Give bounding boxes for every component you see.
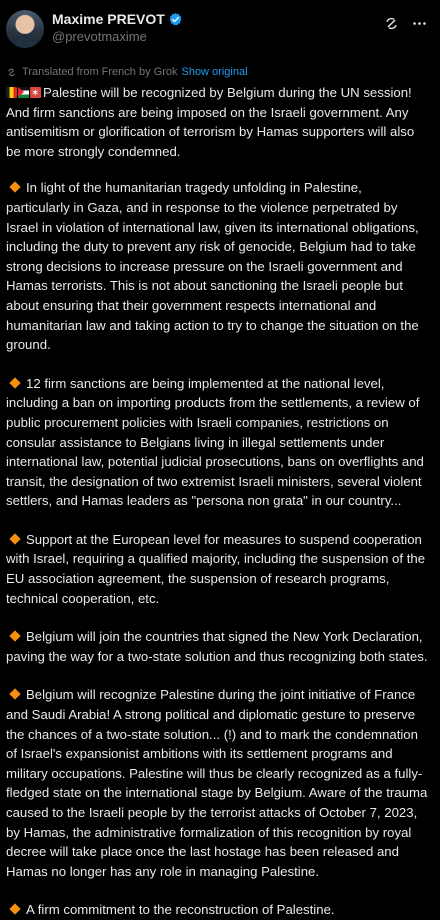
point-text: Support at the European level for measures to suspend cooperation with Israel, requiring a qualified majority, including the suspension of the EU association agreement, the suspension of research programs, technical cooperation, etc. bbox=[6, 531, 426, 606]
orange-diamond-icon bbox=[9, 904, 20, 915]
point-text: 12 firm sanctions are being implemented at the national level, including a ban on importing products from the settlements, a review of public procurement policies with Israeli companies, restrictions on consular assistance to Belgians living in illegal settlements under international law, potential judicial prosecutions, bans on overflights and transit, the designation of two extremist Israeli ministers, several violent settlers, and Hamas leaders as "persona non grata" in our country... bbox=[6, 375, 424, 509]
flag-palestine-icon bbox=[18, 87, 29, 98]
name-row bbox=[52, 11, 382, 27]
point-text: In light of the humanitarian tragedy unfolding in Palestine, particularly in Gaza, and in response to the violence perpetrated by Israel in violation of international law, given its international obligations, including the duty to prevent any risk of genocide, Belgium had to take strong decisions to increase pressure on the Israeli government and Hamas terrorists. This is not about sanctioning the Israeli people but about ensuring that their government respects international and humanitarian law and taking action to try to change the situation on the ground. bbox=[6, 180, 419, 353]
post-point bbox=[6, 685, 428, 881]
post-point bbox=[6, 178, 428, 354]
author-handle[interactable]: @prevotmaxime bbox=[52, 29, 147, 44]
point-text: Belgium will join the countries that signed the New York Declaration, paving the way for a two-state solution and thus recognizing both states. bbox=[6, 629, 428, 664]
orange-diamond-icon bbox=[9, 377, 20, 388]
avatar[interactable] bbox=[6, 10, 44, 48]
show-original-link[interactable]: Show original bbox=[181, 66, 248, 78]
more-icon[interactable] bbox=[410, 14, 428, 32]
translation-note bbox=[6, 65, 428, 79]
point-text: A firm commitment to the reconstruction of Palestine. bbox=[26, 902, 335, 918]
post-point bbox=[6, 374, 428, 511]
post-point bbox=[6, 900, 428, 920]
post-intro bbox=[6, 83, 428, 161]
orange-diamond-icon bbox=[9, 689, 20, 700]
orange-diamond-icon bbox=[9, 533, 20, 544]
header-actions bbox=[382, 10, 428, 32]
post-header bbox=[6, 10, 428, 50]
orange-diamond-icon bbox=[9, 182, 20, 193]
verified-badge-icon bbox=[168, 12, 183, 27]
translation-text: Translated from French by Grok bbox=[22, 66, 178, 78]
author-display-name[interactable]: Maxime PREVOT bbox=[52, 11, 165, 27]
post-point bbox=[6, 530, 428, 608]
orange-diamond-icon bbox=[9, 631, 20, 642]
grok-icon[interactable] bbox=[382, 14, 400, 32]
eight-spoked-star-icon bbox=[30, 87, 41, 98]
flag-belgium-icon bbox=[6, 87, 17, 98]
point-text: Belgium will recognize Palestine during the joint initiative of France and Saudi Arabia! A strong political and diplomatic gesture to preserve the chances of a two-state solution... (!) and to mark the condemnation of Israel's expansionist ambitions with its settlement programs and military occupations. Palestine will thus be clearly recognized as a fully-fledged state on the international stage by Belgium. Aware of the trauma caused to the Israeli people by the terrorist attacks of October 7, 2023, by Hamas, the administrative formalization of this recognition by royal decree will take place once the last hostage has been released and Hamas no longer has any role in managing Palestine. bbox=[6, 687, 428, 879]
post-body bbox=[6, 83, 428, 920]
intro-text: Palestine will be recognized by Belgium during the UN session! And firm sanctions are being imposed on the Israeli government. Any antisemitism or glorification of terrorism by Hamas supporters will also be more strongly condemned. bbox=[6, 85, 415, 159]
grok-small-icon bbox=[6, 67, 17, 78]
author-info bbox=[52, 10, 382, 44]
post-point bbox=[6, 627, 428, 666]
